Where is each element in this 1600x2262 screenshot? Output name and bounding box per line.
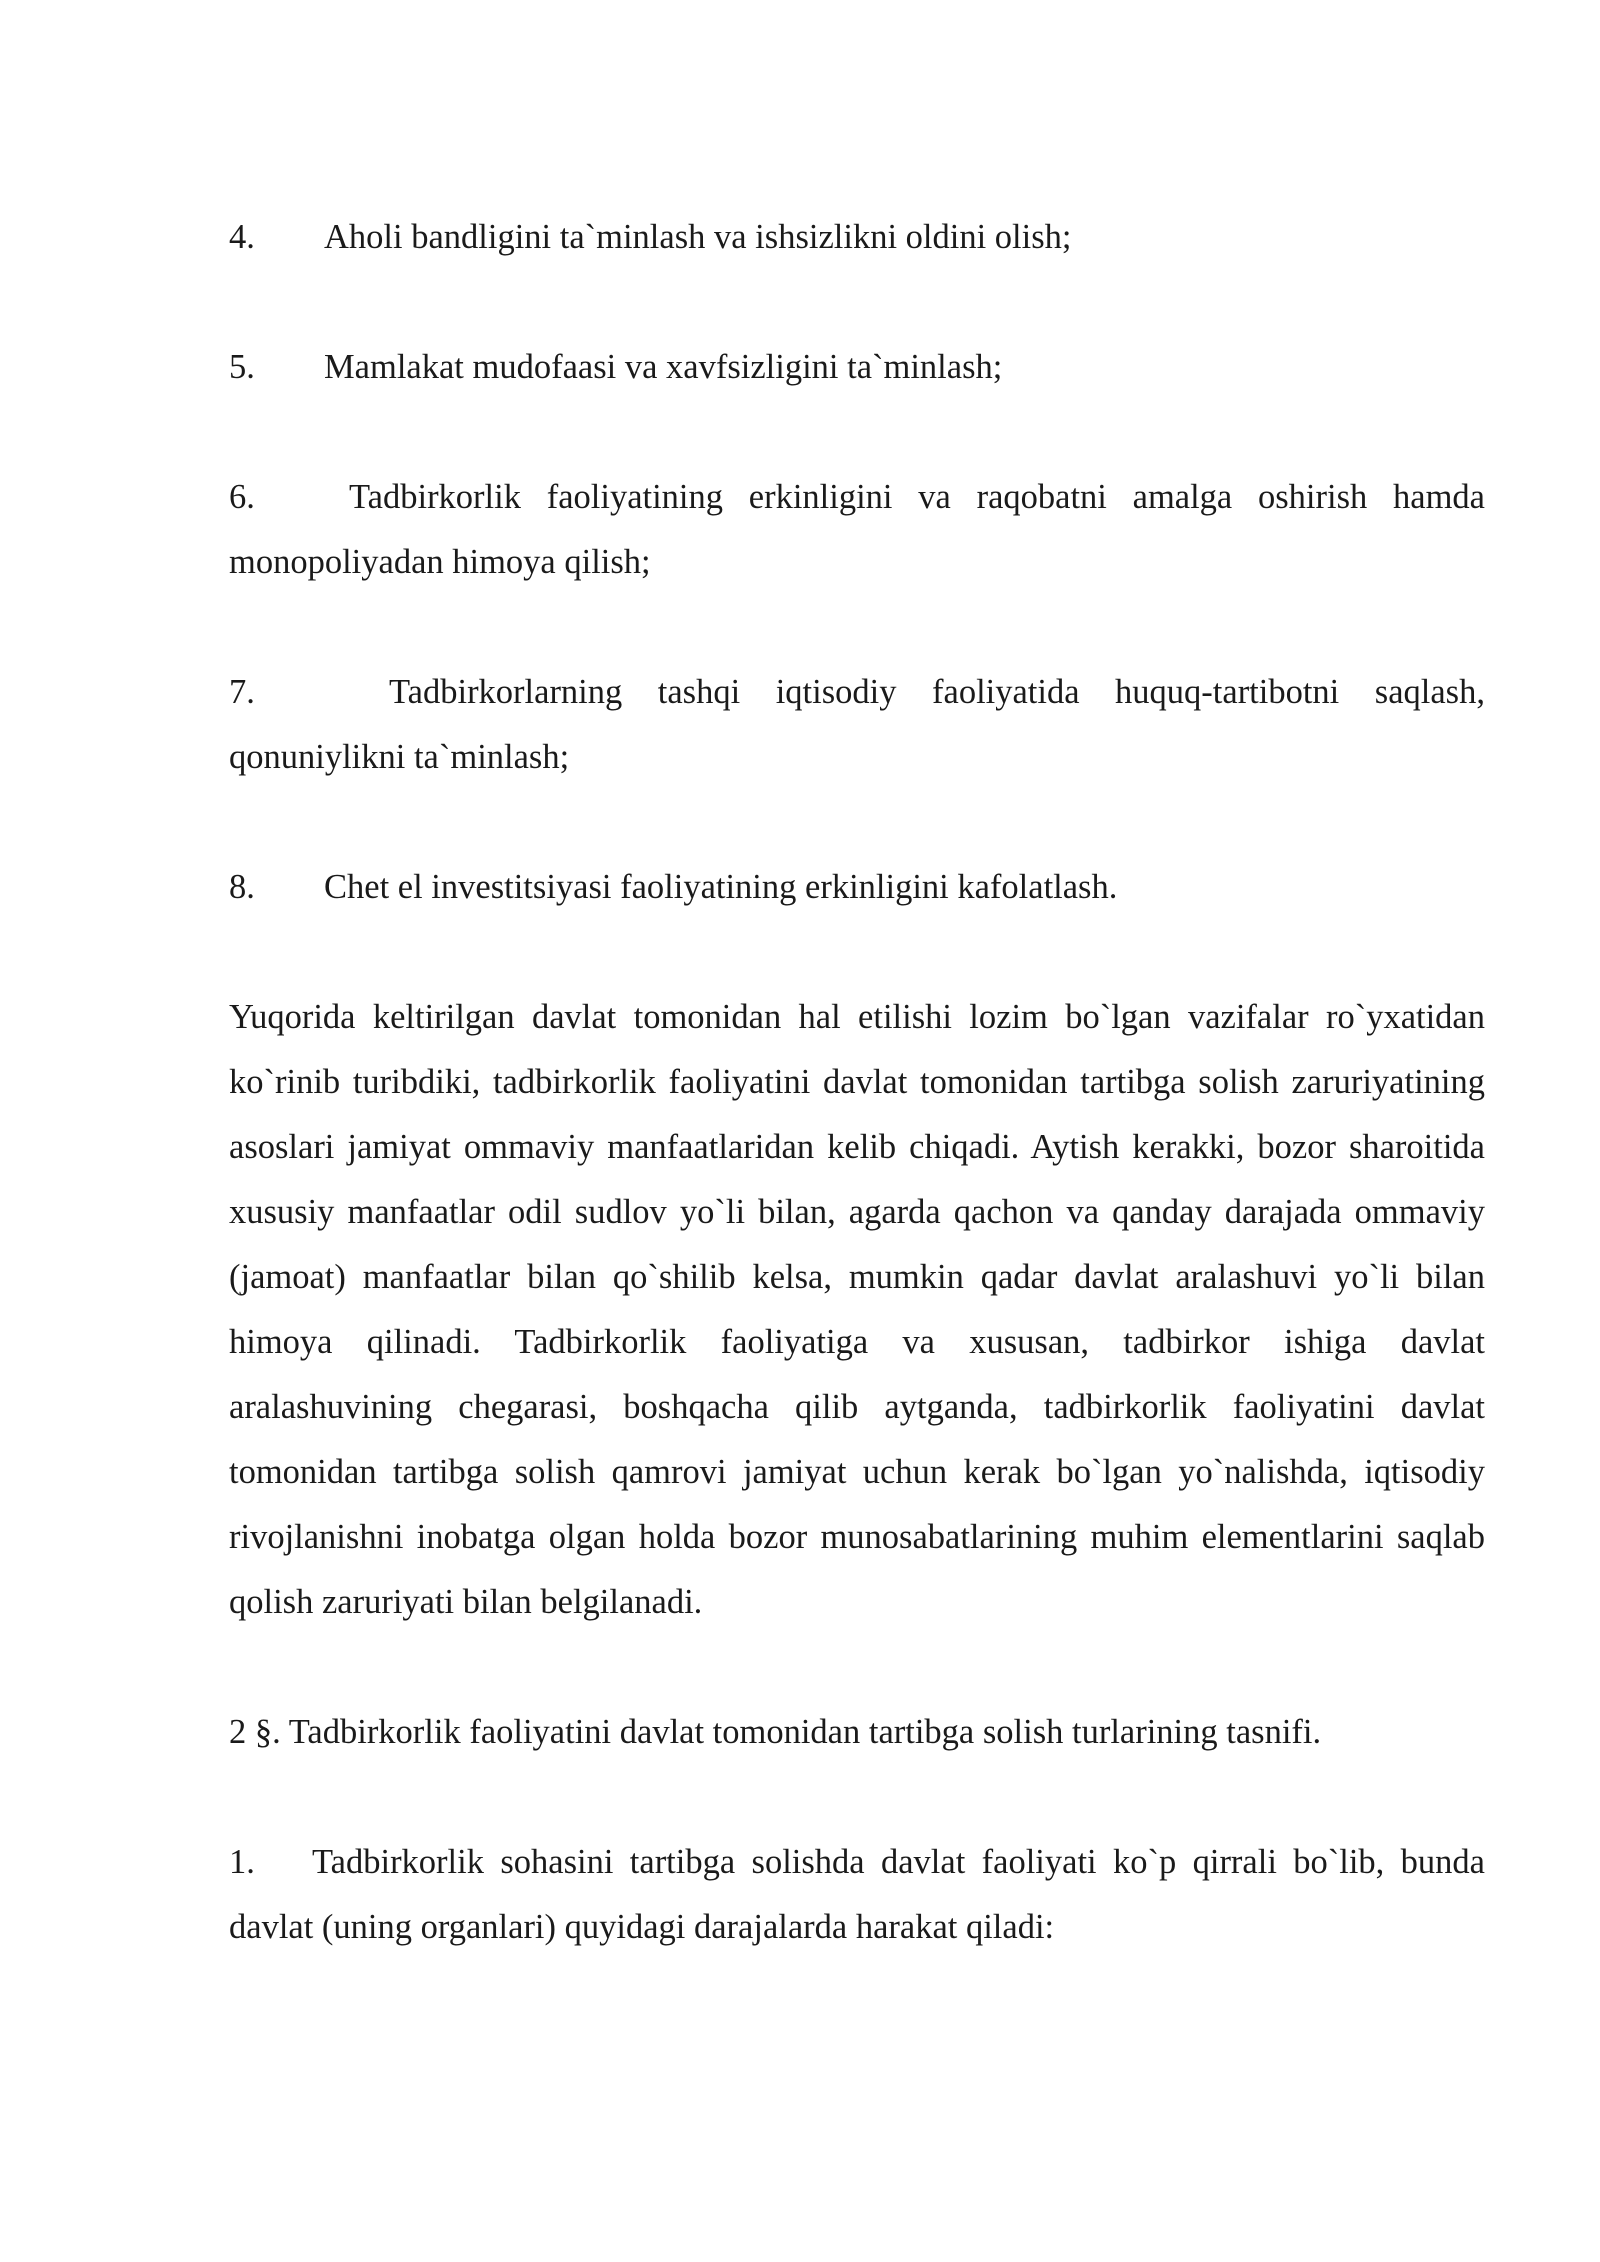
list-item-6 (229, 465, 1485, 595)
list-item-number: 4. (229, 218, 255, 256)
spacer (229, 1635, 1485, 1700)
body-paragraph: Yuqorida keltirilgan davlat tomonidan hal etilishi lozim bo`lgan vazifalar ro`yxatidan ko`rinib turibdiki, tadbirkorlik faoliyatini davlat tomonidan tartibga solish zaruriyatining asoslari jamiyat ommaviy manfaatlaridan kelib chiqadi. Aytish kerakki, bozor sharoitida xususiy manfaatlar odil sudlov yo`li bilan, agarda qachon va qanday darajada ommaviy (jamoat) manfaatlar bilan qo`shilib kelsa, mumkin qadar davlat aralashuvi yo`li bilan himoya qilinadi. Tadbirkorlik faoliyatiga va xususan, tadbirkor ishiga davlat aralashuvining chegarasi, boshqacha qilib aytganda, tadbirkorlik faoliyatini davlat tomonidan tartibga solish qamrovi jamiyat uchun kerak bo`lgan yo`nalishda, iqtisodiy rivojlanishni inobatga olgan holda bozor munosabatlarining muhim elementlarini saqlab qolish zaruriyati bilan belgilanadi. (229, 998, 1485, 1621)
list-item-text: Chet el investitsiyasi faoliyatining erkinligini kafolatlash. (324, 868, 1118, 906)
spacer (229, 270, 1485, 335)
list-item-number: 7. (229, 673, 255, 711)
spacer (229, 790, 1485, 855)
list-item-text: Aholi bandligini ta`minlash va ishsizlikni oldini olish; (324, 218, 1072, 256)
section-heading: 2 §. Tadbirkorlik faoliyatini davlat tomonidan tartibga solish turlarining tasnifi. (229, 1713, 1322, 1751)
list-item-text: Tadbirkorlik faoliyatining erkinligini va raqobatni amalga oshirish hamda monopoliyadan himoya qilish; (229, 478, 1485, 581)
list-item-number: 5. (229, 348, 255, 386)
list-item-1 (229, 1830, 1485, 1960)
spacer (229, 400, 1485, 465)
list-item-4 (229, 205, 1485, 270)
list-item-text: Tadbirkorlarning tashqi iqtisodiy faoliyatida huquq-tartibotni saqlash, qonuniylikni ta`minlash; (229, 673, 1485, 776)
list-item-8 (229, 855, 1485, 920)
spacer (229, 595, 1485, 660)
list-item-number: 6. (229, 478, 255, 516)
list-item-number: 8. (229, 868, 255, 906)
list-item-7 (229, 660, 1485, 790)
document-page (229, 205, 1485, 1960)
spacer (229, 1765, 1485, 1830)
list-item-5 (229, 335, 1485, 400)
list-item-text: Mamlakat mudofaasi va xavfsizligini ta`minlash; (324, 348, 1003, 386)
spacer (229, 920, 1485, 985)
list-item-number: 1. (229, 1843, 255, 1881)
list-item-text: Tadbirkorlik sohasini tartibga solishda davlat faoliyati ko`p qirrali bo`lib, bunda davlat (uning organlari) quyidagi darajalarda harakat qiladi: (229, 1843, 1485, 1946)
